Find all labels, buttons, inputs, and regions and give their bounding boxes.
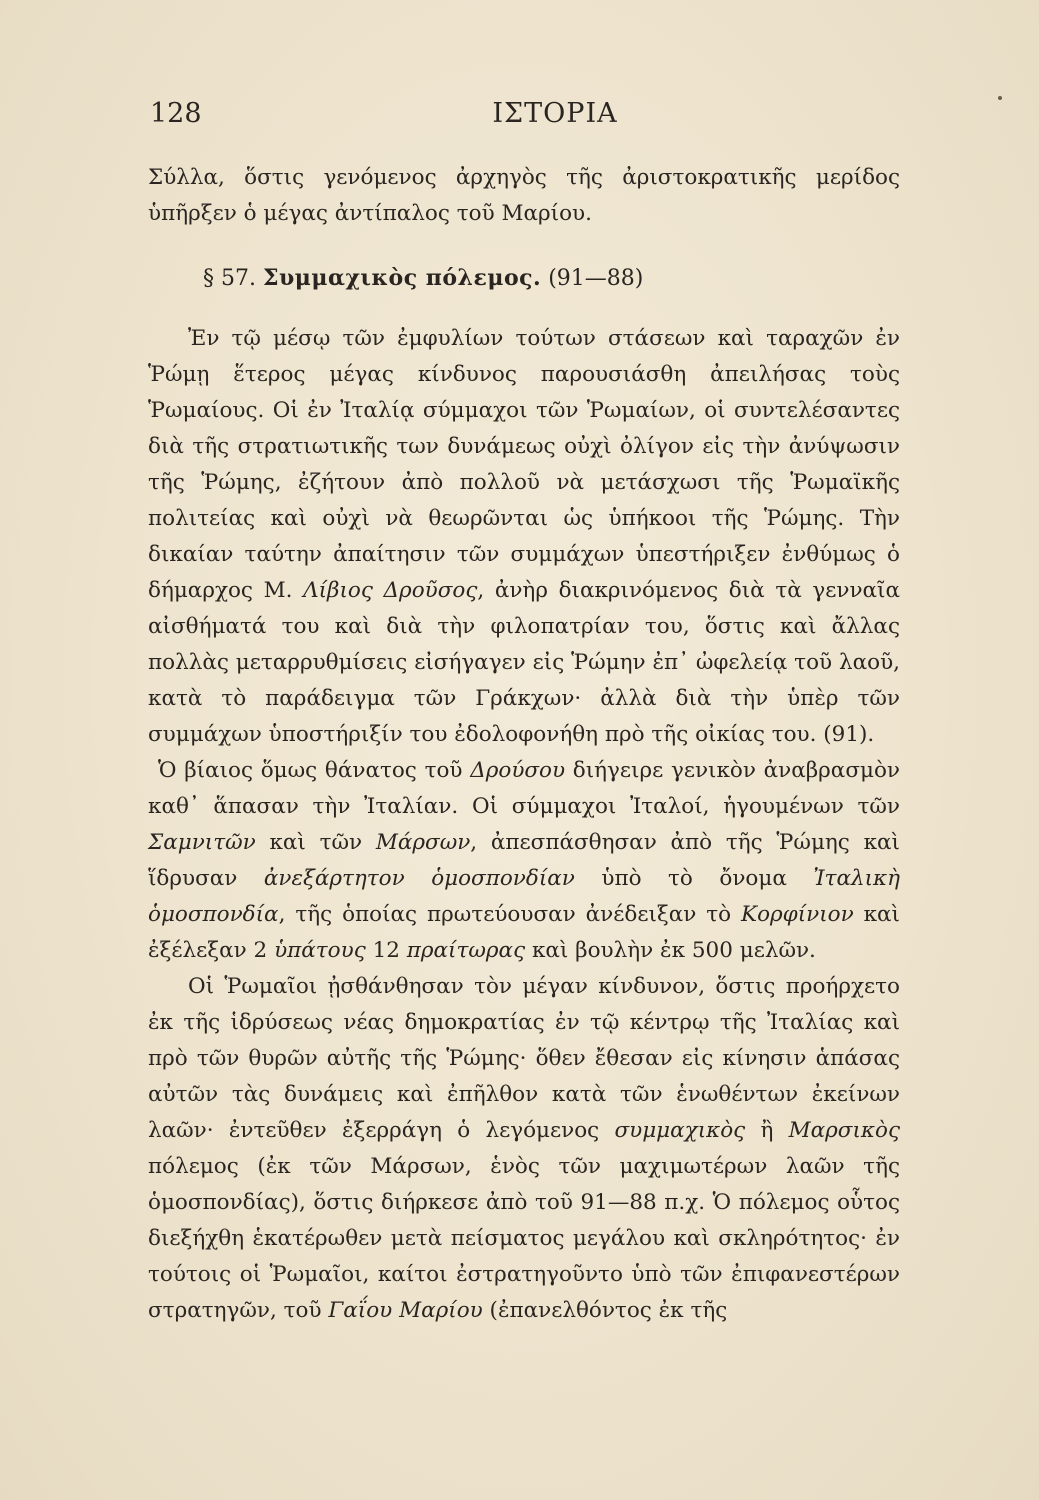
p2-text-c: καὶ τῶν — [255, 830, 376, 855]
page-number: 128 — [150, 98, 202, 129]
paragraph-3 — [148, 969, 900, 1329]
section-title: Συμμαχικὸς πόλεμος. — [262, 265, 542, 291]
intro-text: Σύλλα, ὅστις γενόμενος ἀρχηγὸς τῆς ἀριστοκρατικῆς μερίδος ὑπῆρξεν ὁ μέγας ἀντίπαλος τοῦ Μαρίου. — [148, 165, 900, 226]
p2-consuls: ὑπάτους — [274, 938, 366, 963]
p3-social-war: συμμαχικὸς — [614, 1118, 746, 1143]
p1-text-a: Ἐν τῷ μέσῳ τῶν ἐμφυλίων τούτων στάσεων καὶ ταραχῶν ἐν Ῥώμῃ ἕτερος μέγας κίνδυνος παρουσιάσθη ἀπειλήσας τοὺς Ῥωμαίους. Οἱ ἐν Ἰταλίᾳ σύμμαχοι τῶν Ῥωμαίων, οἱ συντελέσαντες διὰ τῆς στρατιωτικῆς των δυνάμεως οὐχὶ ὀλίγον εἰς τὴν ἀνύψωσιν τῆς Ῥώμης, ἐζήτουν ἀπὸ πολλοῦ νὰ μετάσχωσι τῆς Ῥωμαϊκῆς πολιτείας καὶ οὐχὶ νὰ θεωρῶνται ὡς ὑπήκοοι τῆς Ῥώμης. Τὴν δικαίαν ταύτην ἀπαίτησιν τῶν συμμάχων ὑπεστήριξεν ἐνθύμως ὁ δήμαρχος Μ. — [148, 326, 900, 603]
intro-paragraph — [148, 160, 900, 232]
running-title: ΙΣΤΟΡΙΑ — [492, 98, 618, 129]
p3-text-a: Οἱ Ῥωμαῖοι ᾐσθάνθησαν τὸν μέγαν κίνδυνον, ὅστις προήρχετο ἐκ τῆς ἱδρύσεως νέας δημοκρατίας ἐν τῷ κέντρῳ τῆς Ἰταλίας καὶ πρὸ τῶν θυρῶν αὐτῆς τῆς Ῥώμης· ὅθεν ἔθεσαν εἰς κίνησιν ἁπάσας αὐτῶν τὰς δυνάμεις καὶ ἐπῆλθον κατὰ τῶν ἑνωθέντων ἐκείνων λαῶν· ἐντεῦθεν ἐξερράγη ὁ λεγόμενος — [148, 974, 900, 1143]
p2-corfinium: Κορφίνιον — [741, 902, 854, 927]
page-body — [148, 160, 900, 1329]
p2-text-g: καὶ ἐξέλεξαν 2 — [148, 902, 900, 963]
p3-text-c: πόλεμος (ἐκ τῶν Μάρσων, ἑνὸς τῶν μαχιμωτέρων λαῶν τῆς ὁμοσπονδίας), ὅστις διήρκεσε ἀπὸ τοῦ 91—88 π.χ. Ὁ πόλεμος οὗτος διεξήχθη ἑκατέρωθεν μετὰ πείσματος μεγάλου καὶ σκληρότητος· ἐν τούτοις οἱ Ῥωμαῖοι, καίτοι ἐστρατηγοῦντο ὑπὸ τῶν ἐπιφανεστέρων στρατηγῶν, τοῦ — [148, 1154, 900, 1323]
p2-italic-federation: Ἰταλικὴ ὁμοσπονδία — [148, 866, 901, 927]
p3-text-d: (ἐπανελθόντος ἐκ τῆς — [482, 1298, 728, 1323]
p2-name-marsi: Μάρσων — [375, 830, 471, 855]
p2-text-b: διήγειρε γενικὸν ἀναβρασμὸν καθ᾽ ἅπασαν τὴν Ἰταλίαν. Οἱ σύμμαχοι Ἰταλοί, ἡγουμένων τῶν — [148, 758, 900, 819]
p2-text-a: Ὁ βίαιος ὅμως θάνατος τοῦ — [158, 758, 471, 783]
section-dates: (91—88) — [548, 266, 644, 291]
p2-text-h: 12 — [365, 938, 407, 963]
page-header — [150, 98, 900, 138]
p3-text-b: ἢ — [745, 1118, 789, 1143]
paragraph-2 — [148, 753, 900, 969]
section-number: § 57. — [203, 266, 256, 291]
p2-praetors: πραίτωρας — [406, 938, 526, 963]
p2-name-drusus: Δρούσου — [470, 758, 566, 783]
p1-text-b: , ἀνὴρ διακρινόμενος διὰ τὰ γενναῖα αἰσθήματά του καὶ διὰ τὴν φιλοπατρίαν του, ὅστις καὶ ἄλλας πολλὰς μεταρρυθμίσεις εἰσήγαγεν εἰς Ῥώμην ἐπ᾽ ὠφελείᾳ τοῦ λαοῦ, κατὰ τὸ παράδειγμα τῶν Γράκχων· ἀλλὰ διὰ τὴν ὑπὲρ τῶν συμμάχων ὑποστήριξίν του ἐδολοφονήθη πρὸ τῆς οἰκίας του. (91). — [148, 578, 900, 747]
p2-text-i: καὶ βουλὴν ἐκ 500 μελῶν. — [525, 938, 816, 963]
p1-name: Λίβιος Δροῦσος — [303, 578, 478, 603]
paragraph-1 — [148, 321, 900, 753]
p2-text-e: ὑπὸ τὸ ὄνομα — [574, 866, 814, 891]
p2-independent-federation: ἀνεξάρτητον ὁμοσπονδίαν — [263, 866, 575, 891]
p2-text-f: , τῆς ὁποίας πρωτεύουσαν ἀνέδειξαν τὸ — [278, 902, 742, 927]
p2-text-d: , ἀπεσπάσθησαν ἀπὸ τῆς Ῥώμης καὶ ἵδρυσαν — [148, 830, 900, 891]
p3-marsic-war: Μαρσικὸς — [788, 1118, 900, 1143]
p2-name-samnites: Σαμνιτῶν — [148, 830, 256, 855]
section-heading — [148, 260, 900, 297]
p3-gaius-marius: Γαΐου Μαρίου — [328, 1298, 483, 1323]
paper-spot — [998, 96, 1002, 100]
